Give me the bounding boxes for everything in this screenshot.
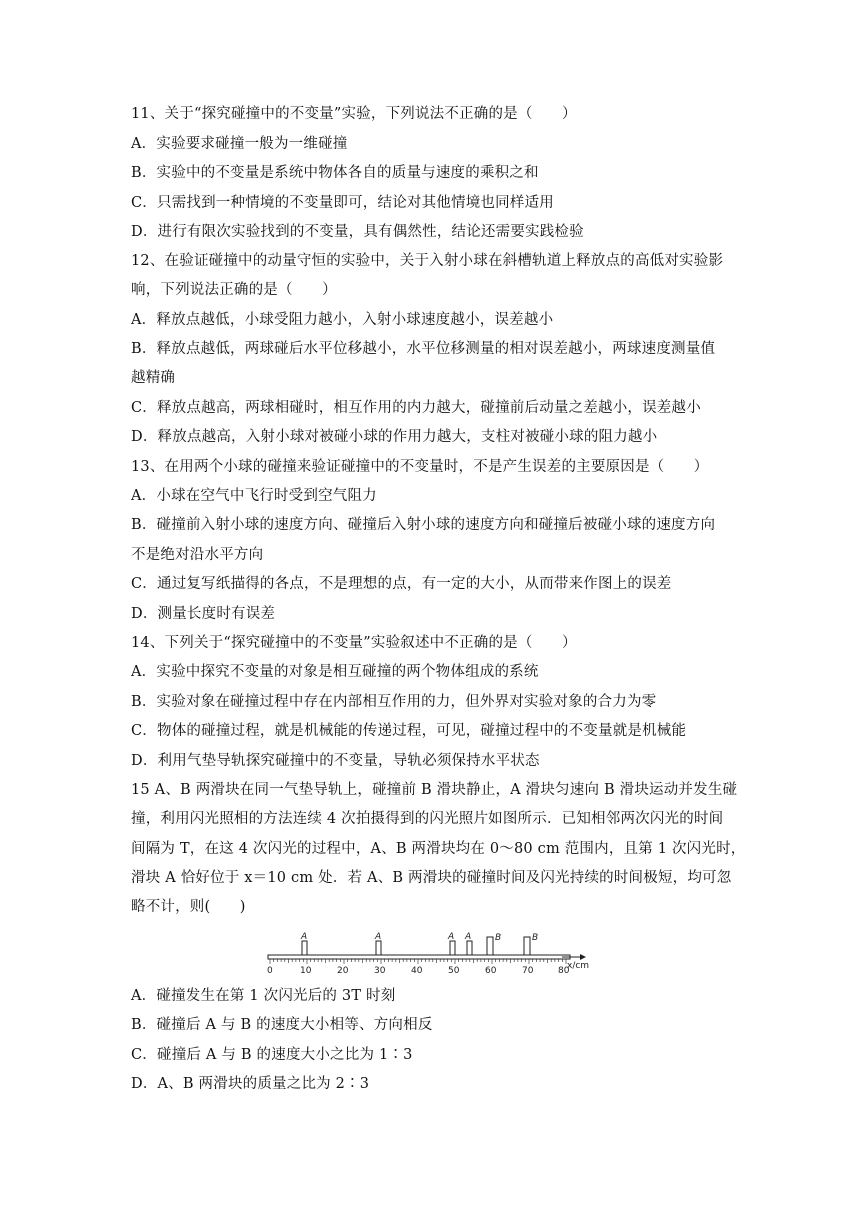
q11-stem: 11、关于“探究碰撞中的不变量”实验，下列说法不正确的是（ ） — [131, 106, 577, 122]
q11-option-a: A．实验要求碰撞一般为一维碰撞 — [131, 136, 348, 152]
q13-option-b-line2: 不是绝对沿水平方向 — [131, 547, 264, 563]
tick-label-40: 40 — [411, 966, 423, 974]
slider-a-flash-2 — [376, 941, 381, 955]
q12-option-c: C．释放点越高，两球相碰时，相互作用的内力越大，碰撞前后动量之差越小，误差越小 — [131, 400, 701, 416]
tick-label-70: 70 — [522, 966, 534, 974]
tick-label-50: 50 — [448, 966, 460, 974]
slider-a-flash-3 — [450, 941, 455, 955]
q12-option-b-line1: B．释放点越低，两球碰后水平位移越小，水平位移测量的相对误差越小，两球速度测量值 — [131, 341, 716, 357]
q13-stem: 13、在用两个小球的碰撞来验证碰撞中的不变量时，不是产生误差的主要原因是（ ） — [131, 459, 709, 475]
q14-option-d: D．利用气垫导轨探究碰撞中的不变量，导轨必须保持水平状态 — [131, 753, 540, 769]
q12-option-b-line2: 越精确 — [131, 370, 176, 386]
q15-option-b: B．碰撞后 A 与 B 的速度大小相等、方向相反 — [131, 1017, 433, 1033]
slider-b-label-2: B — [532, 933, 539, 943]
q15-option-a: A．碰撞发生在第 1 次闪光后的 3T 时刻 — [131, 988, 396, 1004]
q15-stem-line4: 滑块 A 恰好位于 x＝10 cm 处．若 A、B 两滑块的碰撞时间及闪光持续的时间极短，均可忽 — [131, 870, 732, 886]
axis-label: x/cm — [567, 961, 590, 971]
q14-option-a: A．实验中探究不变量的对象是相互碰撞的两个物体组成的系统 — [131, 664, 539, 680]
slider-a-label-4: A — [465, 932, 472, 942]
q15-stem-line5: 略不计，则( ) — [131, 899, 246, 915]
q12-stem-line2: 响，下列说法正确的是（ ） — [131, 282, 337, 298]
q11-option-c: C．只需找到一种情境的不变量即可，结论对其他情境也同样适用 — [131, 195, 554, 211]
q13-option-a: A．小球在空气中飞行时受到空气阻力 — [131, 488, 377, 504]
tick-label-80: 80 — [558, 966, 570, 974]
tick-label-20: 20 — [337, 966, 349, 974]
q13-option-c: C．通过复写纸描得的各点，不是理想的点，有一定的大小，从而带来作图上的误差 — [131, 576, 672, 592]
q14-option-b: B．实验对象在碰撞过程中存在内部相互作用的力，但外界对实验对象的合力为零 — [131, 694, 657, 710]
q11-option-d: D．进行有限次实验找到的不变量，具有偶然性，结论还需要实践检验 — [131, 224, 584, 240]
slider-b-flash-2 — [524, 937, 530, 955]
axis-arrow-head — [580, 954, 586, 960]
slider-b-flash-1 — [487, 937, 493, 955]
tick-label-60: 60 — [485, 966, 497, 974]
q15-stem-line1: 15 A、B 两滑块在同一气垫导轨上，碰撞前 B 滑块静止，A 滑块匀速向 B 滑块运动并发生碰 — [131, 782, 738, 798]
q15-figure-air-track — [262, 930, 602, 974]
q12-option-d: D．释放点越高，入射小球对被碰小球的作用力越大，支柱对被碰小球的阻力越小 — [131, 429, 658, 445]
q15-stem-line3: 间隔为 T，在这 4 次闪光的过程中，A、B 两滑块均在 0～80 cm 范围内，且第 1 次闪光时， — [131, 841, 746, 857]
slider-a-label-1: A — [301, 932, 308, 942]
tick-label-30: 30 — [374, 966, 386, 974]
tick-label-0: 0 — [267, 966, 273, 974]
tick-label-10: 10 — [300, 966, 312, 974]
slider-a-flash-1 — [302, 941, 307, 955]
q14-option-c: C．物体的碰撞过程，就是机械能的传递过程，可见，碰撞过程中的不变量就是机械能 — [131, 723, 687, 739]
q13-option-d: D．测量长度时有误差 — [131, 606, 276, 622]
air-track-rail — [268, 955, 570, 959]
q11-option-b: B．实验中的不变量是系统中物体各自的质量与速度的乘积之和 — [131, 165, 539, 181]
q15-option-c: C．碰撞后 A 与 B 的速度大小之比为 1∶3 — [131, 1047, 413, 1063]
slider-a-label-2: A — [375, 932, 382, 942]
ruler-ticks — [270, 959, 566, 964]
q15-option-d: D．A、B 两滑块的质量之比为 2∶3 — [131, 1076, 370, 1092]
slider-a-label-3: A — [448, 932, 455, 942]
q12-stem-line1: 12、在验证碰撞中的动量守恒的实验中，关于入射小球在斜槽轨道上释放点的高低对实验影 — [131, 253, 724, 269]
q12-option-a: A．释放点越低，小球受阻力越小，入射小球速度越小，误差越小 — [131, 312, 554, 328]
q14-stem: 14、下列关于“探究碰撞中的不变量”实验叙述中不正确的是（ ） — [131, 635, 577, 651]
q15-stem-line2: 撞，利用闪光照相的方法连续 4 次拍摄得到的闪光照片如图所示．已知相邻两次闪光的时间 — [131, 811, 724, 827]
slider-a-flash-4 — [467, 941, 472, 955]
air-track-svg — [262, 930, 602, 974]
q13-option-b-line1: B．碰撞前入射小球的速度方向、碰撞后入射小球的速度方向和碰撞后被碰小球的速度方向 — [131, 517, 716, 533]
slider-b-label-1: B — [495, 933, 502, 943]
